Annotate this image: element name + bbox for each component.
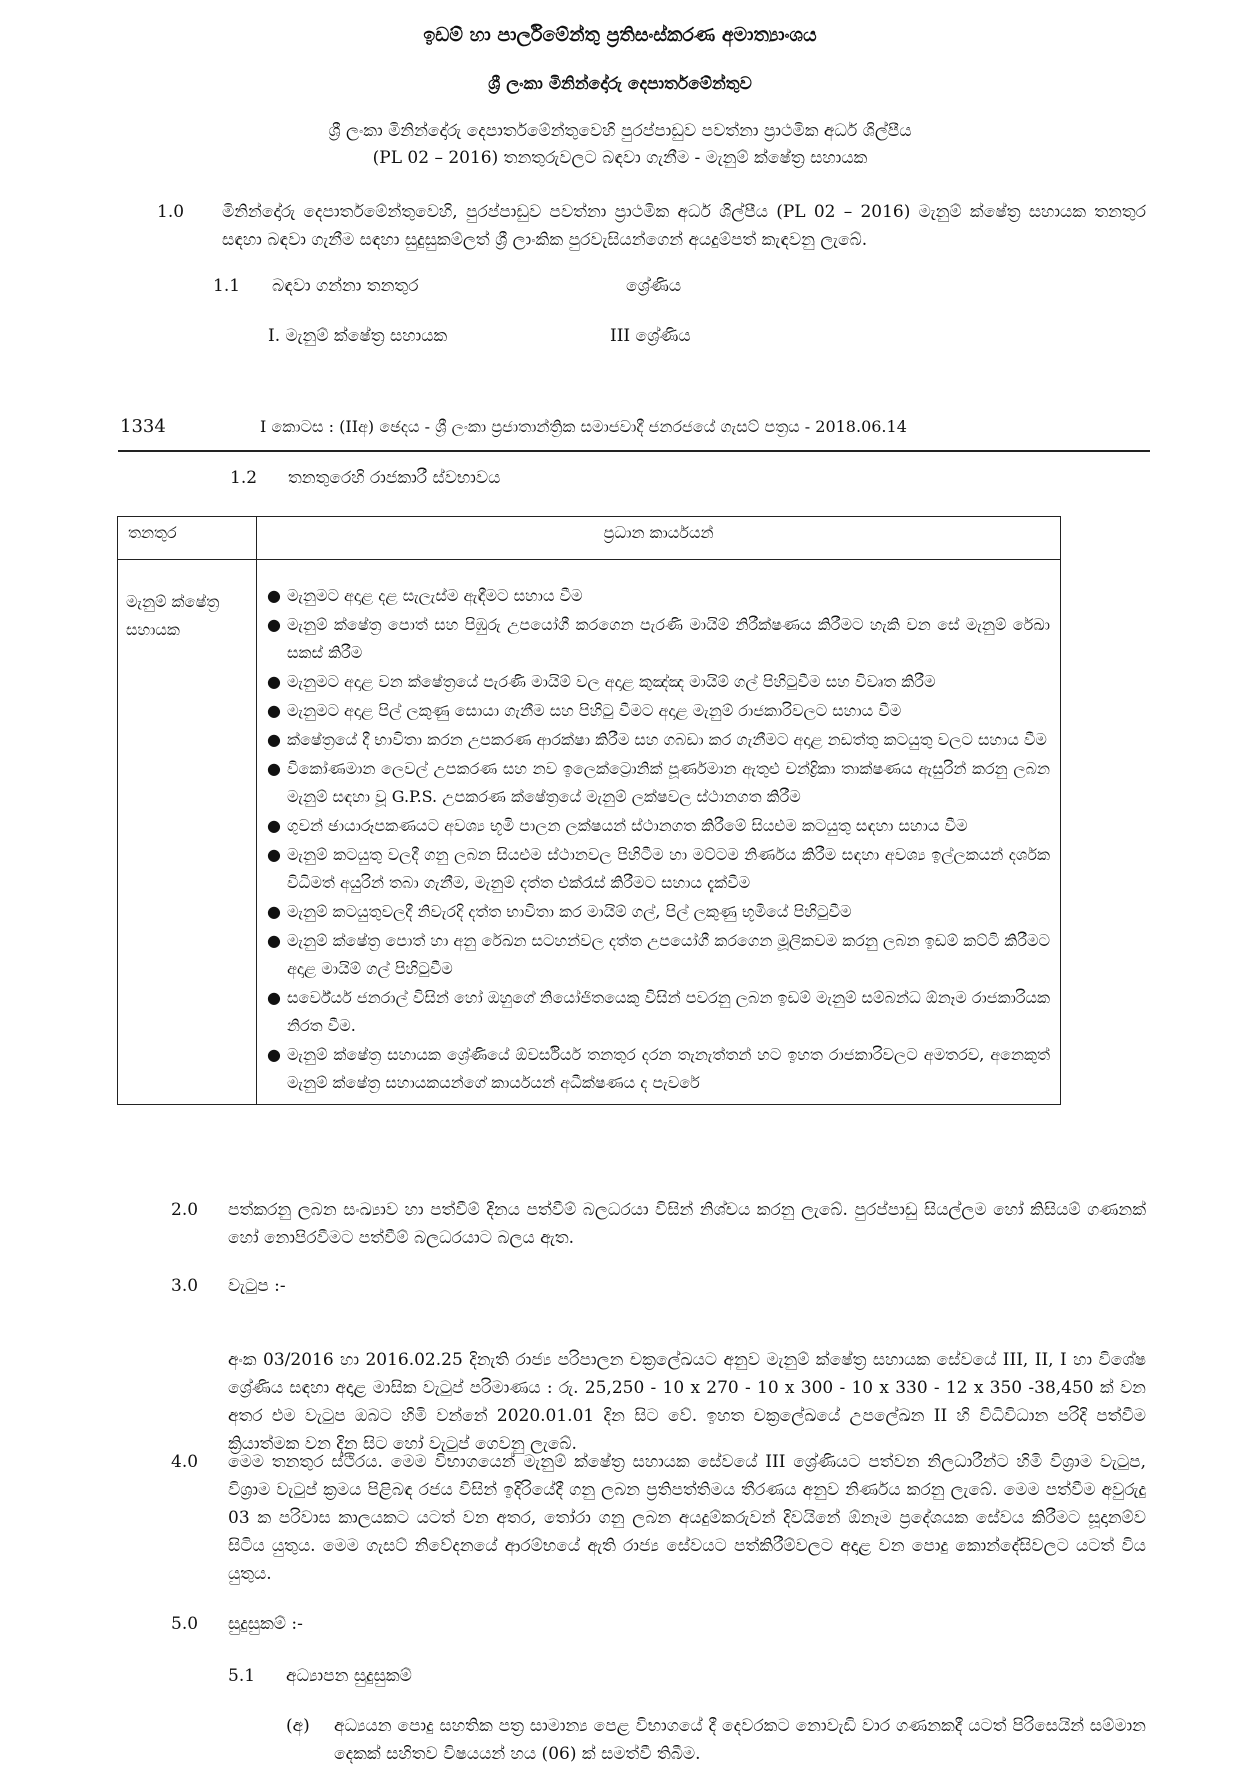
gazette-running-title: I කොටස : (IIඅ) ඡෙදය - ශ්‍රී ලංකා ප්‍රජාතාන්ත්‍රික සමාජවාදී ජනරජයේ ගැසට් පත්‍රය - 2018.06.14 — [260, 417, 907, 436]
bullet-icon: ● — [267, 902, 281, 921]
section-5-1-number: 5.1 — [228, 1666, 256, 1686]
gazette-page-number: 1334 — [120, 416, 166, 437]
duties-table — [117, 516, 1061, 1105]
section-1-2-number: 1.2 — [230, 468, 258, 488]
section-5-1-title: අධ්‍යාපන සුදුසුකම් — [286, 1666, 412, 1686]
section-1-1-number: 1.1 — [213, 276, 241, 296]
bullet-icon: ● — [267, 730, 281, 749]
section-1-2-title: තනතුරෙහි රාජකාරී ස්වභාවය — [288, 468, 501, 488]
posts-column-heading: බඳවා ගන්නා තනතුර — [272, 276, 419, 296]
item-a-text: අධ්‍යයන පොදු සහතික පත්‍ර සාමාන්‍ය පෙළ විභාගයේ දී දෙවරකට නොවැඩි වාර ගණනකදී යටත් පිරිසෙයින් සම්මාන දෙකක් සහිතව විෂයයන් හය (06) ක් සමත්වී තිබීම. — [334, 1716, 1146, 1765]
bullet-icon: ● — [267, 759, 281, 778]
post-grade: III ශ්‍රේණිය — [610, 326, 691, 346]
department-heading: ශ්‍රී ලංකා මිනින්දෝරු දෙපාර්තමේන්තුව — [488, 74, 752, 94]
table-row — [118, 560, 1061, 1105]
list-item — [267, 755, 1050, 811]
bullet-icon: ● — [267, 701, 281, 720]
duty-text: විකෝණමාන ලෙවල් උපකරණ සහ නව ඉලෙක්ට්‍රොනික් පූර්ණමාන ඇතුළු චන්ද්‍රිකා තාක්ෂණය ඇසුරින් කරනු ලබන මැනුම් සඳහා වූ G.P.S. උපකරණ ක්ෂේත්‍රයේ මැනුම් ලක්ෂවල ස්ථානගත කිරීම — [287, 759, 1050, 806]
salary-text-part2: ක් වන අතර එම වැටුප ඔබට හිමි වන්නේ 2020.01.01 දින සිට වේ. ඉහත චක්‍රලේඛයේ උපලේඛන II හි විධිවිධාන පරිදි පත්වීම ක්‍රියාත්මක වන දින සිට හෝ වැටුප් ගෙවනු ලැබේ. — [228, 1378, 1146, 1455]
bullet-icon: ● — [267, 816, 281, 835]
post-name: I. මැනුම් ක්ෂේත්‍ර සහායක — [268, 326, 448, 346]
list-item — [267, 984, 1050, 1040]
duty-text: මැනුම් ක්ෂේත්‍ර පොත් සහ පිඹුරු උපයෝගී කරගෙන පැරණි මායිම් නිරීක්ෂණය කිරීමට හැකි වන සේ මැනුම් රේඛා සකස් කිරීම — [287, 615, 1050, 662]
section-2-0-text: පත්කරනු ලබන සංඛ්‍යාව හා පත්වීම් දිනය පත්වීම් බලධරයා විසින් නිශ්චය කරනු ලැබේ. පුරප්පාඩු සියල්ලම හෝ කිසියම් ගණනක් හෝ නොපිරවීමට පත්වීම් බලධරයාට බලය ඇත. — [228, 1200, 1146, 1249]
list-item — [267, 1041, 1050, 1097]
duties-table-header-row — [118, 517, 1061, 560]
section-4-0-number: 4.0 — [171, 1452, 199, 1472]
list-item — [267, 927, 1050, 983]
duty-text: මැනුම් කටයුතුවලදී නිවැරදි දත්ත භාවිතා කර මායිම් ගල්, පිල් ලකුණු භූමියේ පිහිටුවීම — [287, 902, 852, 921]
duties-table-header-duties: ප්‍රධාන කාර්යයන් — [257, 517, 1061, 560]
section-3-0-title: වැටුප :- — [228, 1276, 286, 1296]
list-item — [267, 726, 1050, 754]
duty-text: මැනුමට අදාළ පිල් ලකුණු සොයා ගැනීම සහ පිහිටු වීමට අදාළ මැනුම් රාජකාරිවලට සහාය වීම — [287, 701, 902, 720]
duties-table-duties-cell — [257, 560, 1061, 1105]
bullet-icon: ● — [267, 1045, 281, 1064]
bullet-icon: ● — [267, 586, 281, 605]
duties-table-header-post: තනතුර — [118, 517, 257, 560]
bullet-icon: ● — [267, 931, 281, 950]
header-rule — [118, 450, 1150, 452]
salary-scale: 25,250 - 10 x 270 - 10 x 300 - 10 x 330 - 12 x 350 -38,450 — [584, 1378, 1094, 1399]
bullet-icon: ● — [267, 845, 281, 864]
list-item — [267, 668, 1050, 696]
section-1-0-number: 1.0 — [157, 202, 185, 222]
section-2-0-number: 2.0 — [171, 1200, 199, 1220]
bullet-icon: ● — [267, 672, 281, 691]
list-item — [267, 611, 1050, 667]
notice-title-line1: ශ්‍රී ලංකා මිනින්දෝරු දෙපාර්තමේන්තුවෙහි පුරප්පාඩුව පවත්නා ප්‍රාථමික අර්ධ ශිල්පීය — [328, 121, 912, 141]
duty-text: ක්ෂේත්‍රයේ දී භාවිතා කරන උපකරණ ආරක්ෂා කිරීම සහ ගබඩා කර ගැනීමට අදාළ නඩත්තු කටයුතු වලට සහාය වීම — [287, 730, 1047, 749]
list-item — [267, 898, 1050, 926]
section-5-0-number: 5.0 — [171, 1614, 199, 1634]
section-3-0-number: 3.0 — [171, 1276, 199, 1296]
duty-text: මැනුමට අදාළ දළ සැලැස්ම ඇඳීමට සහාය වීම — [287, 586, 583, 605]
duty-text: ගුවන් ඡායාරූපකණයට අවශ්‍ය භූමි පාලන ලක්ෂයන් ස්ථානගත කිරීමේ සියළුම කටයුතු සඳහා සහාය වීම — [287, 816, 968, 835]
list-item — [267, 697, 1050, 725]
duties-table-post-cell: මැනුම් ක්ෂේත්‍ර සහායක — [118, 560, 257, 1105]
item-a-label: (අ) — [286, 1716, 310, 1736]
notice-title-line2: (PL 02 – 2016) තනතුරුවලට බඳවා ගැනීම - මැනුම් ක්ෂේත්‍ර සහායක — [372, 148, 868, 169]
list-item — [267, 841, 1050, 897]
section-5-0-title: සුදුසුකම් :- — [228, 1614, 303, 1634]
section-3-0-text — [228, 1346, 1146, 1458]
duty-text: මැනුම් ක්ෂේත්‍ර සහායක ශ්‍රේණියේ ඕවර්සියර් තනතුර දරන තැනැත්තන් හට ඉහත රාජකාරිවලට අමතරව, අනෙකුත් මැනුම් ක්ෂේත්‍ර සහායකයන්ගේ කාර්යයන් අධීක්ෂණය ද පැවරේ — [287, 1045, 1050, 1092]
list-item — [267, 582, 1050, 610]
list-item — [267, 812, 1050, 840]
bullet-icon: ● — [267, 988, 281, 1007]
salary-text-part1: අංක 03/2016 හා 2016.02.25 දිනැති රාජ්‍ය පරිපාලන චක්‍රලේඛයට අනුව මැනුම් ක්ෂේත්‍ර සහායක සේවයේ III, II, I හා විශේෂ ශ්‍රේණිය සඳහා අදාළ මාසික වැටුප් පරිමාණය : රු. — [228, 1350, 1146, 1399]
section-4-0-text: මෙම තනතුර ස්ථිරය. මෙම විභාගයෙන් මැනුම් ක්ෂේත්‍ර සහායක සේවයේ III ශ්‍රේණියට පත්වන නිලධාරීන්ට හිමි විශ්‍රාම වැටුප, විශ්‍රාම වැටුප් ක්‍රමය පිළිබඳ රජය විසින් ඉදිරියේදී ගනු ලබන ප්‍රතිපත්තිමය තීරණය අනුව නිර්ණය කරනු ලැබේ. මෙම පත්වීම අවුරුදු 03 ක පරිවාස කාලයකට යටත් වන අතර, තෝරා ගනු ලබන අයදුම්කරුවන් දිවයිනේ ඕනෑම ප්‍රදේශයක සේවය කිරීමට සූදානම්ව සිටිය යුතුය. මෙම ගැසට් නිවේදනයේ ආරම්භයේ ඇති රාජ්‍ය සේවයට පත්කිරීම්වලට අදාළ වන පොදු කොන්දේසිවලට යටත් විය යුතුය. — [228, 1452, 1146, 1585]
duty-text: මැනුමට අදාළ වන ක්ෂේත්‍රයේ පැරණි මායිම් වල අදාළ කුඤ්ඤ මායිම් ගල් පිහිටුවීම සහ විවෘත කිරීම — [287, 672, 936, 691]
grade-column-heading: ශ්‍රේණිය — [626, 276, 682, 296]
duty-text: මැනුම් ක්ෂේත්‍ර පොත් හා අනු රේඛන සටහන්වල දත්ත උපයෝගී කරගෙන මූලිකවම කරනු ලබන ඉඩම් කට්ටි කිරීමට අදාළ මායිම් ගල් පිහිටුවීම — [287, 931, 1050, 978]
bullet-icon: ● — [267, 615, 281, 634]
notice-title — [0, 118, 1240, 172]
section-1-0-text: මිනින්දෝරු දෙපාර්තමේන්තුවෙහි, පුරප්පාඩුව පවත්නා ප්‍රාථමික අර්ධ ශිල්පීය (PL 02 – 2016) මැනුම් ක්ෂේත්‍ර සහායක තනතුර සඳහා බඳවා ගැනීම සඳහා සුදුසුකම්ලත් ශ්‍රී ලාංකික පුරවැසියන්ගෙන් අයදුම්පත් කැඳවනු ලැබේ. — [222, 202, 1146, 251]
duty-text: සර්වේයර් ජනරාල් විසින් හෝ ඔහුගේ නියෝජිතයෙකු විසින් පවරනු ලබන ඉඩම් මැනුම් සම්බන්ධ ඕනෑම රාජකාරියක නිරත වීම. — [287, 988, 1050, 1035]
duty-text: මැනුම් කටයුතු වලදී ගනු ලබන සියළුම ස්ථානවල පිහිටීම හා මට්ටම නිර්ණය කිරීම සඳහා අවශ්‍ය ඉල්ලකයන් දර්ශක විධිමත් අයුරින් තබා ගැනීම, මැනුම් දත්ත එක්රැස් කිරීමට සහාය දැක්වීම — [287, 845, 1050, 892]
ministry-heading: ඉඩම් හා පාර්ලිමේන්තු ප්‍රතිසංස්කරණ අමාත්‍යාංශය — [423, 24, 817, 46]
